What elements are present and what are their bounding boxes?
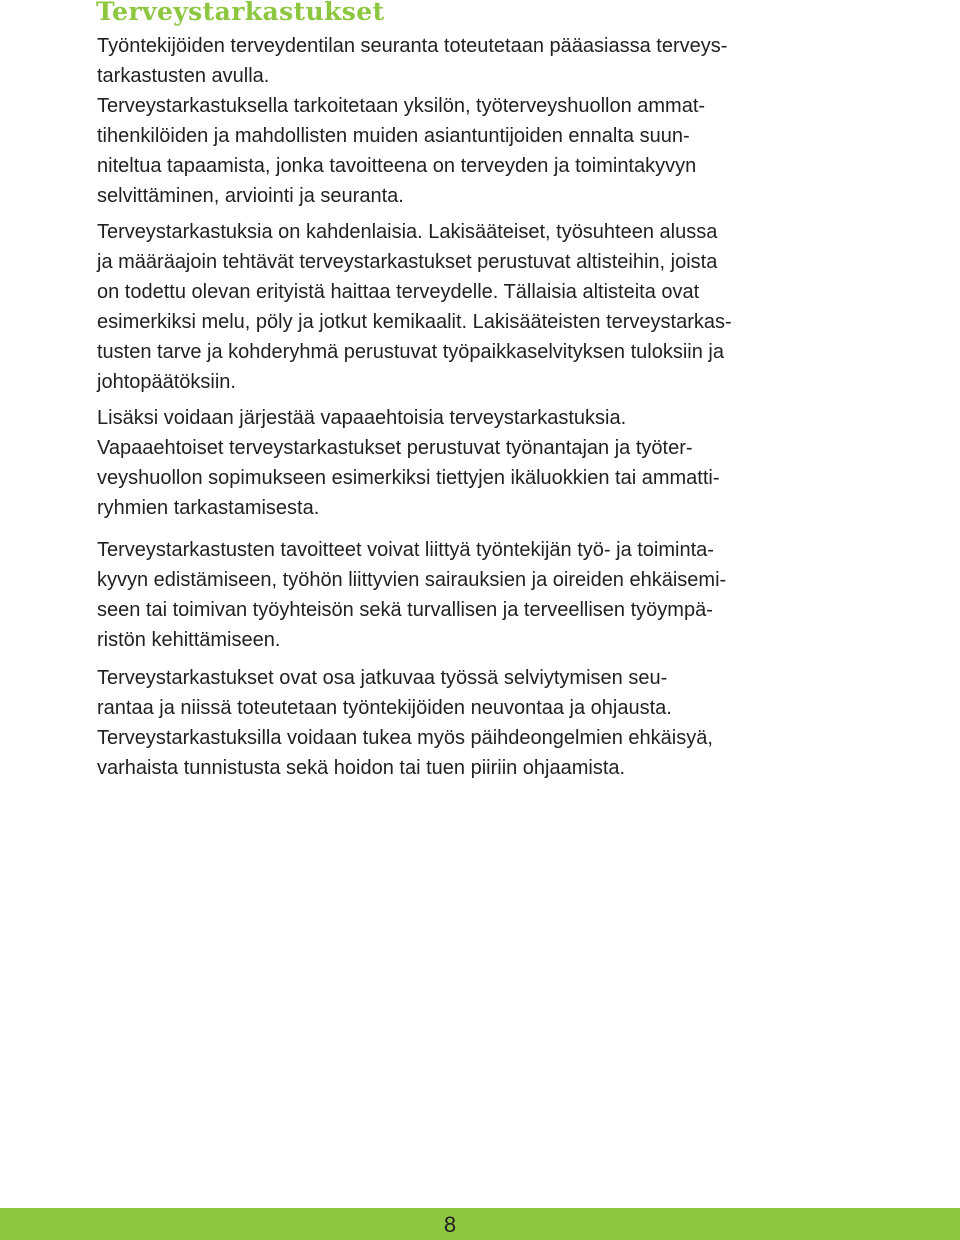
text-line: Työntekijöiden terveydentilan seuranta toteutetaan pääasiassa terveys- [97, 35, 728, 57]
text-line: seen tai toimivan työyhteisön sekä turvallisen ja terveellisen työympä- [97, 599, 713, 621]
text-line: Terveystarkastuksia on kahdenlaisia. Lakisääteiset, työsuhteen alussa [97, 221, 718, 243]
text-line: kyvyn edistämiseen, työhön liittyvien sairauksien ja oireiden ehkäisemi- [97, 569, 727, 591]
text-line: ryhmien tarkastamisesta. [97, 497, 320, 519]
paragraph-voluntary [97, 403, 837, 523]
text-line: tarkastusten avulla. [97, 65, 270, 87]
paragraph-types [97, 217, 837, 397]
text-line: Terveystarkastuksella tarkoitetaan yksilön, työterveyshuollon ammat- [97, 95, 706, 117]
text-line: Vapaaehtoiset terveystarkastukset perustuvat työnantajan ja työter- [97, 437, 693, 459]
text-line: Terveystarkastuksilla voidaan tukea myös päihdeongelmien ehkäisyä, [97, 727, 713, 749]
text-line: selvittäminen, arviointi ja seuranta. [97, 185, 404, 207]
text-line: Terveystarkastusten tavoitteet voivat liittyä työntekijän työ- ja toiminta- [97, 539, 714, 561]
text-line: niteltua tapaamista, jonka tavoitteena on terveyden ja toimintakyvyn [97, 155, 697, 177]
paragraph-coping [97, 663, 837, 783]
text-line: Terveystarkastukset ovat osa jatkuvaa työssä selviytymisen seu- [97, 667, 668, 689]
text-line: esimerkiksi melu, pöly ja jotkut kemikaalit. Lakisääteisten terveystarkas- [97, 311, 732, 333]
text-line: varhaista tunnistusta sekä hoidon tai tuen piiriin ohjaamista. [97, 757, 626, 779]
page-number: 8 [443, 1212, 457, 1237]
text-line: tihenkilöiden ja mahdollisten muiden asiantuntijoiden ennalta suun- [97, 125, 690, 147]
paragraph-goals [97, 535, 837, 655]
text-line: on todettu olevan erityistä haittaa terveydelle. Tällaisia altisteita ovat [97, 281, 700, 303]
paragraph-intro [97, 31, 837, 91]
text-line: Lisäksi voidaan järjestää vapaaehtoisia terveystarkastuksia. [97, 407, 627, 429]
text-line: rantaa ja niissä toteutetaan työntekijöiden neuvontaa ja ohjausta. [97, 697, 672, 719]
text-line: tusten tarve ja kohderyhmä perustuvat työpaikkaselvityksen tuloksiin ja [97, 341, 724, 363]
page-title: Terveystarkastukset [96, 0, 385, 26]
paragraph-definition [97, 91, 837, 211]
text-line: johtopäätöksiin. [97, 371, 236, 393]
text-line: ja määräajoin tehtävät terveystarkastukset perustuvat altisteihin, joista [97, 251, 718, 273]
article-body [97, 31, 837, 783]
text-line: ristön kehittämiseen. [97, 629, 281, 651]
text-line: veyshuollon sopimukseen esimerkiksi tiettyjen ikäluokkien tai ammatti- [97, 467, 720, 489]
